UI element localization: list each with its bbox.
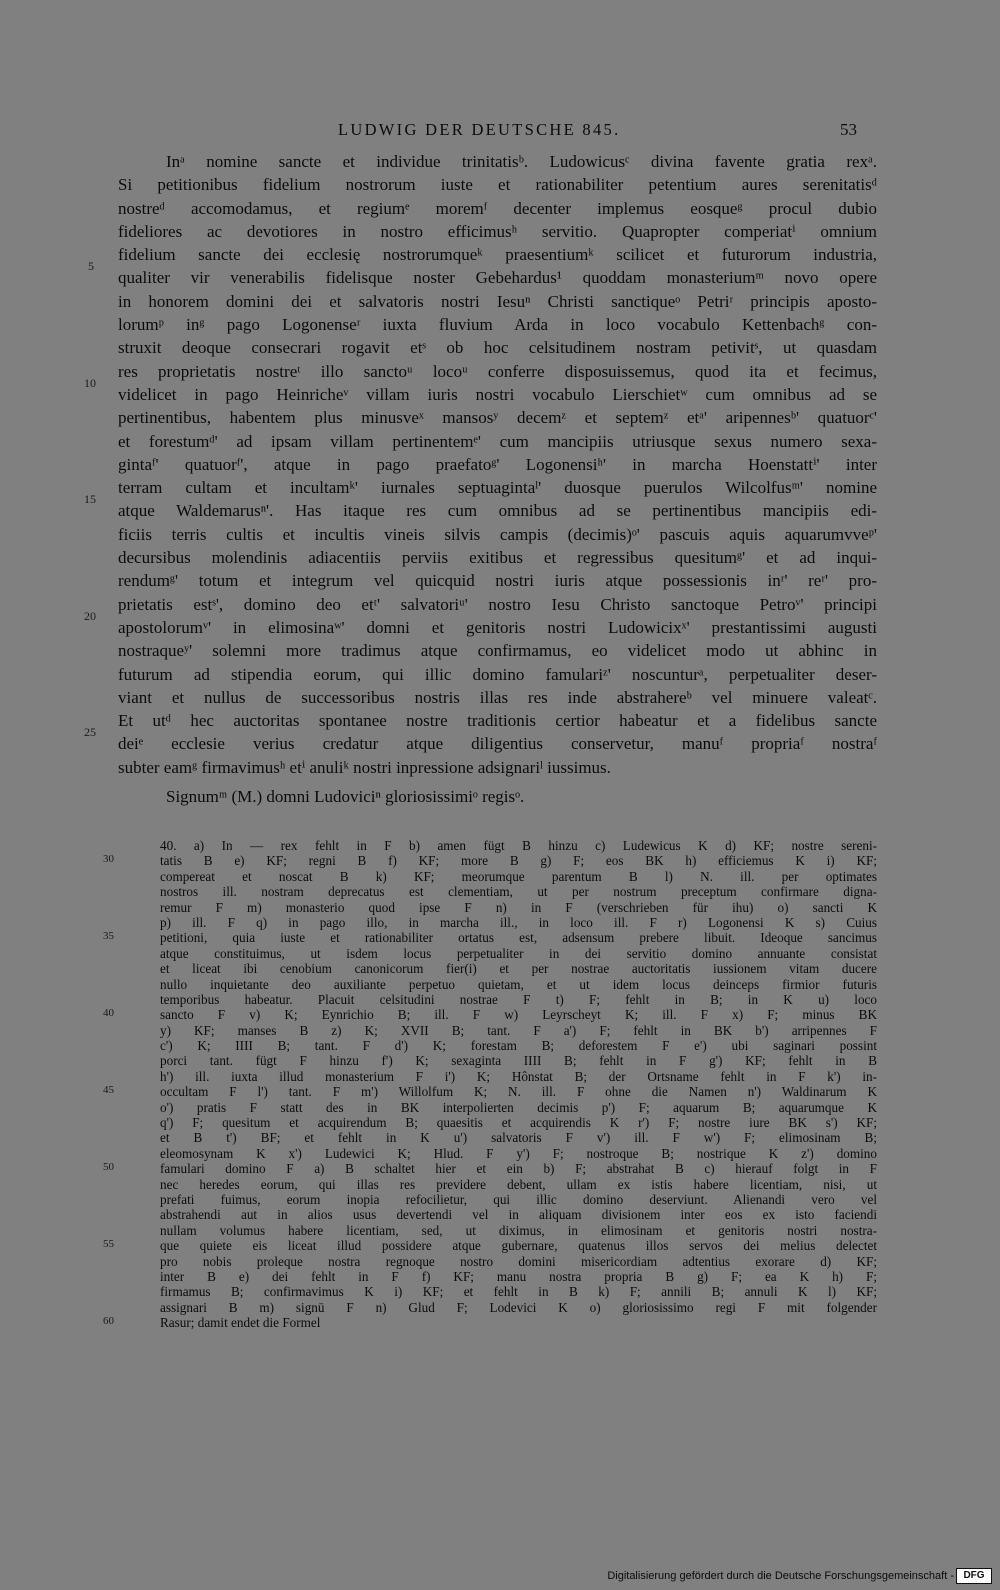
- text-line: videlicet in pago Heinricheᵛ villam iuris nostri vocabulo Lierschietʷ cum omnibus ad se: [118, 384, 877, 404]
- footnote-line: h') ill. iuxta illud monasterium F i') K; Hônstat B; der Ortsname fehlt in F k') in-: [160, 1068, 877, 1084]
- text-line: struxit deoque consecrari rogavit etˢ ob hoc celsitudinem nostram petivitˢ, ut quasdam: [118, 338, 877, 358]
- footnote-line: nostros ill. nostram deprecatus est clementiam, ut per nostrum preceptum confirmare digna-: [160, 884, 877, 900]
- line-number: 5: [88, 259, 94, 273]
- text-line: fidelium sancte dei ecclesię nostrorumqueᵏ praesentiumᵏ scilicet et futurorum industria,: [118, 245, 877, 265]
- footnote-line: eleomosynam K x') Ludewici K; Hlud. F y') F; nostroque B; nostrique K z') domino: [160, 1145, 877, 1161]
- footnote-line: assignari B m) signū F n) Glud F; Lodevici K o) gloriosissimo regi F mit folgender: [160, 1299, 877, 1315]
- margin-line-numbers: [0, 0, 118, 1590]
- line-number: 25: [84, 725, 96, 739]
- text-line: lorumᵖ inᵍ pago Logonenseʳ iuxta fluvium Arda in loco vocabulo Kettenbachᵍ con-: [118, 315, 877, 335]
- signum-line: Signumᵐ (M.) domni Ludoviciⁿ gloriosissimiᵒ regisᵒ.: [166, 787, 525, 807]
- page-number: 53: [840, 120, 857, 139]
- charter-text: [118, 150, 877, 808]
- text-line: nostreᵈ accomodamus, et regiumᵉ moremᶠ decenter implemus eosqueᵍ procul dubio: [118, 198, 877, 218]
- text-line: terram cultam et incultamᵏ' iurnales septuagintaˡ' duosque puerulos Wilcolfusᵐ' nomine: [118, 478, 877, 498]
- footnote-line: petitioni, quia iuste et rationabiliter ortatus est, adsensum prebere libuit. Ideoque sancimus: [160, 930, 877, 946]
- text-line: fideliores ac devotiores in nostro efficimusʰ servitio. Quapropter comperiatⁱ omnium: [118, 221, 877, 241]
- text-line: et forestumᵈ' ad ipsam villam pertinentemᵉ' cum mancipiis utriusque sexus numero sexa-: [118, 431, 877, 451]
- footnote-line: compereat et noscat B k) KF; meorumque parentum B l) N. ill. per optimates: [160, 868, 877, 884]
- text-line: apostolorumᵛ' in elimosinaʷ' domni et genitoris nostri Ludowicixˣ' prestantissimi augusti: [118, 617, 877, 637]
- line-number: 50: [103, 1161, 114, 1173]
- footnote-line: temporibus habeatur. Placuit celsitudini nostrae F t) F; fehlt in B; in K u) loco: [160, 991, 877, 1007]
- footnote-line: y) KF; manses B z) K; XVII B; tant. F a') F; fehlt in BK b') arripennes F: [160, 1022, 877, 1038]
- text-line: Et utᵈ hec auctoritas spontanee nostre traditionis certior habeatur et a fidelibus sancte: [118, 711, 877, 731]
- footnote-line: tatis B e) KF; regni B f) KF; more B g) F; eos BK h) efficiemus K i) KF;: [160, 853, 877, 869]
- text-line: res proprietatis nostreᵗ illo sanctoᵘ locoᵘ conferre disposuissemus, quod ita et fecimus,: [118, 361, 877, 381]
- text-line: nostraqueʸ' solemni more tradimus atque confirmamus, eo videlicet modo ut abhinc in: [118, 641, 877, 661]
- text-line: gintaᶠ' quatuorᶠ', atque in pago praefatoᵍ' Logonensiʰ' in marcha Hoenstattⁱ' inter: [118, 454, 877, 474]
- line-number: 40: [103, 1007, 114, 1019]
- footnote-line: atque constituimus, ut isdem locus perpetualiter in dei servitio domino annuante consistat: [160, 945, 877, 961]
- line-number: 20: [84, 609, 96, 623]
- text-line: atque Waldemarusⁿ'. Has itaque res cum omnibus ad se pertinentibus mancipiis edi-: [118, 501, 877, 521]
- footnote-line: inter B e) dei fehlt in F f) KF; manu nostra propria B g) F; ea K h) F;: [160, 1268, 877, 1284]
- text-line: Si petitionibus fidelium nostrorum iuste et rationabiliter petentium aures serenitatisᵈ: [118, 175, 877, 195]
- footnote-line: c') K; IIII B; tant. F d') K; forestam B; deforestem F e') ubi saginari possint: [160, 1038, 877, 1054]
- page-header: [0, 120, 1000, 142]
- footnote-line: et liceat ibi cenobium canonicorum fier(i) et per nostrae auctoritatis iussionem vitam ducere: [160, 961, 877, 977]
- footnote-line: remur F m) monasterio quod ipse F n) in F (verschrieben für ihu) o) sancti K: [160, 899, 877, 915]
- footnote-line: Rasur; damit endet die Formel: [160, 1315, 321, 1331]
- footnote-line: o') pratis F statt des in BK interpolierten decimis p') F; aquarum B; aquarumque K: [160, 1099, 877, 1115]
- line-number: 35: [103, 930, 114, 942]
- footnote-line: p) ill. F q) in pago illo, in marcha ill., in loco ill. F r) Logonensi K s) Cuius: [160, 914, 877, 930]
- text-line: Inᵃ nomine sancte et individue trinitatisᵇ. Ludowicusᶜ divina favente gratia rexᵃ.: [166, 152, 877, 171]
- footnote-line: famulari domino F a) B schaltet hier et ein b) F; abstrahat B c) hierauf folgt in F: [160, 1161, 877, 1177]
- footnote-line: prefati fuimus, eorum inopia refocilietur, qui illic domino deserviunt. Alienandi vero vel: [160, 1191, 877, 1207]
- footnote-line: nullam volumus habere licentiam, sed, ut diximus, in elimosinam et genitoris nostri nostra-: [160, 1222, 877, 1238]
- line-number: 30: [103, 853, 114, 865]
- line-number: 55: [103, 1238, 114, 1250]
- footnote-line: nec heredes eorum, qui illas res previdere debent, ullam ex istis habere licentiam, nisi, ut: [160, 1176, 877, 1192]
- footnote-line: nullo inquietante deo auxiliante perpetuo quietam, et ut idem locus deinceps firmior futuris: [160, 976, 877, 992]
- footnote-line: occultam F l') tant. F m') Willolfum K; N. ill. F ohne die Namen n') Waldinarum K: [160, 1084, 877, 1100]
- text-line: pertinentibus, habentem plus minusveˣ mansosʸ decemᶻ et septemᶻ etᵃ' aripennesᵇ' quatuorᶜ': [118, 408, 877, 428]
- line-number: 60: [103, 1315, 114, 1327]
- digitization-credit: Digitalisierung gefördert durch die Deutsche Forschungsgemeinschaft -: [607, 1570, 954, 1582]
- footnote-line: 40. a) In — rex fehlt in F b) amen fügt B hinzu c) Ludewicus K d) KF; nostre sereni-: [160, 838, 877, 853]
- footnote-line: pro nobis proleque nostra regnoque nostro domini misericordiam adtentius exorare d) KF;: [160, 1253, 877, 1269]
- text-line: deiᵉ ecclesie verius credatur atque diligentius conservetur, manuᶠ propriaᶠ nostraᶠ: [118, 734, 877, 754]
- line-number: 15: [84, 492, 96, 506]
- text-line: futurum ad stipendia eorum, qui illic domino famulariᶻ' noscunturᵃ, perpetualiter deser-: [118, 664, 877, 684]
- text-line: prietatis estˢ', domino deo etᵗ' salvatoriᵘ' nostro Iesu Christo sanctoque Petroᵛ' principi: [118, 594, 877, 614]
- footnote-line: q') F; quesitum et acquirendum B; quaesitis et acquirendis K r') F; nostre iure BK s') KF;: [160, 1115, 877, 1131]
- text-line: rendumᵍ' totum et integrum vel quicquid nostri iuris atque possessionis inʳ' reʳ' pro-: [118, 571, 877, 591]
- text-line: decursibus molendinis adiacentiis perviis exitibus et regressibus quesitumᵍ' et ad inqui-: [118, 548, 877, 568]
- footnote-line: et B t') BF; et fehlt in K u') salvatoris F v') ill. F w') F; elimosinam B;: [160, 1130, 877, 1146]
- text-line: qualiter vir venerabilis fidelisque noster Gebehardus¹ quoddam monasteriumᵐ novo opere: [118, 268, 877, 288]
- text-line: in honorem domini dei et salvatoris nostri Iesuⁿ Christi sanctiqueᵒ Petriʳ principis aposto-: [118, 291, 877, 311]
- dfg-logo: DFG: [956, 1568, 992, 1584]
- line-number: 45: [103, 1084, 114, 1096]
- footnote-line: porci tant. fügt F hinzu f') K; sexaginta IIII B; fehlt in F g') KF; fehlt in B: [160, 1053, 877, 1069]
- text-line: ficiis terris cultis et incultis vineis silvis campis (decimis)ᵒ' pascuis aquis aquarumvveᵖ': [118, 524, 877, 544]
- text-line: subter eamᵍ firmavimusʰ etⁱ anuliᵏ nostri inpressione adsignariˡ iussimus.: [118, 757, 611, 777]
- footnote-line: abstrahendi aut in alios usus devertendi vel in aliquam divisionem inter eos ex isto faciendi: [160, 1207, 877, 1223]
- running-title: LUDWIG DER DEUTSCHE 845.: [338, 120, 621, 139]
- text-line: viant et nullus de successoribus nostris illas res inde abstrahereᵇ vel minuere valeatᶜ.: [118, 687, 877, 707]
- footnote-line: que quiete eis liceat illud possidere atque gubernare, quatenus illos servos dei melius delectet: [160, 1238, 877, 1254]
- footnotes: [160, 838, 877, 1331]
- footnote-line: sancto F v) K; Eynrichio B; ill. F w) Leyrscheyt K; ill. F x) F; minus BK: [160, 1007, 877, 1023]
- line-number: 10: [84, 376, 96, 390]
- footnote-line: firmamus B; confirmavimus K i) KF; et fehlt in B k) F; annili B; annuli K l) KF;: [160, 1284, 877, 1300]
